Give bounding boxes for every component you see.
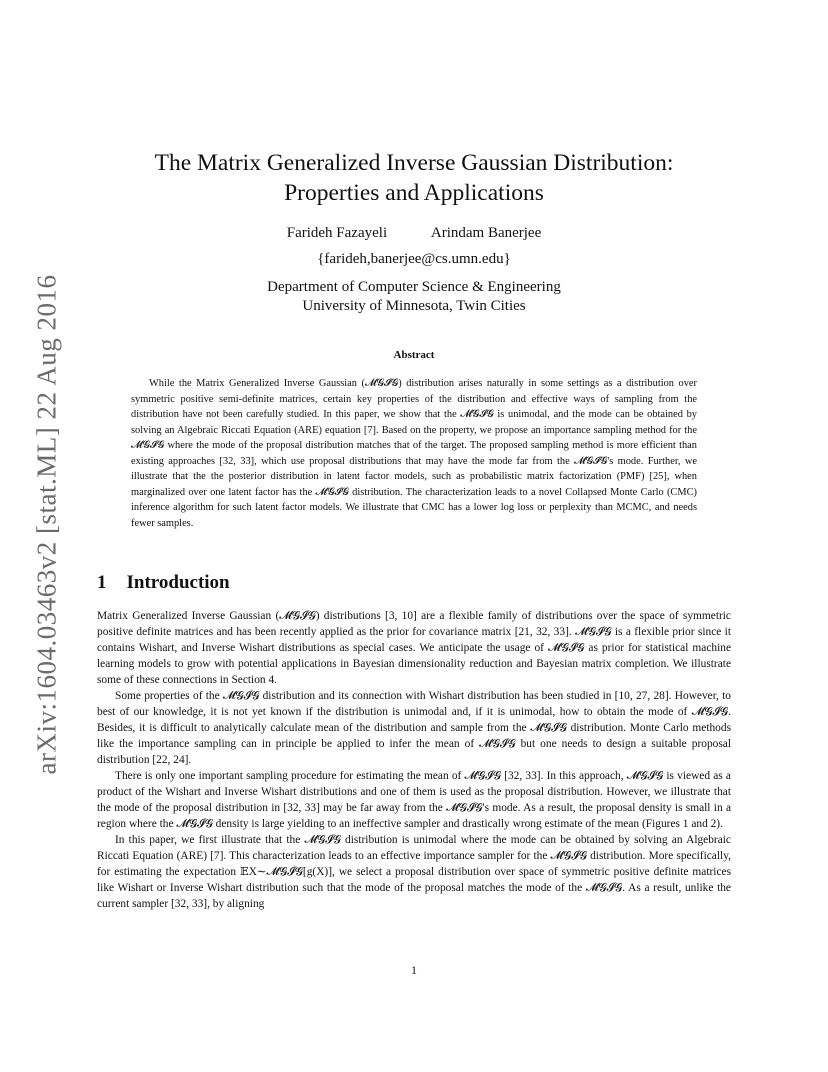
author-email: {farideh,banerjee@cs.umn.edu} (317, 251, 511, 267)
body-paragraph: Some properties of the 𝓜𝓖𝓘𝓖 distribution and its connection with Wishart distribution has been studied in [10, 27, 28]. However, to best of our knowledge, it is not yet known if the distribution is unimodal and, if it is unimodal, how to obtain the mode of 𝓜𝓖𝓘𝓖. Besides, it is difficult to analytically calculate mean of the distribution and sample from the 𝓜𝓖𝓘𝓖 distribution. Monte Carlo methods like the importance sampling can in principle be applied to infer the mean of 𝓜𝓖𝓘𝓖 but one needs to design a suitable proposal distribution [22, 24]. (97, 690, 731, 766)
abstract-heading: Abstract (393, 349, 435, 361)
body-paragraph: Matrix Generalized Inverse Gaussian (𝓜𝓖𝓘𝓖) distributions [3, 10] are a flexible family of distributions over the space of symmetric positive definite matrices and has been recently applied as the prior for covariance matrix [21, 32, 33]. 𝓜𝓖𝓘𝓖 is a flexible prior since it contains Wishart, and Inverse Wishart distributions as special cases. We anticipate the usage of 𝓜𝓖𝓘𝓖 as prior for statistical machine learning models to grow with potential applications in Bayesian dimensionality reduction and Bayesian matrix completion. We illustrate some of these connections in Section 4. (97, 610, 731, 686)
affiliation-line-2: University of Minnesota, Twin Cities (302, 298, 526, 314)
section-number: 1 (97, 572, 107, 593)
body-paragraph: In this paper, we first illustrate that the 𝓜𝓖𝓘𝓖 distribution is unimodal where the mode can be obtained by solving an Algebraic Riccati Equation (ARE) [7]. This characterization leads to an effective importance sampler for the 𝓜𝓖𝓘𝓖 distribution. More specifically, for estimating the expectation 𝔼X∼𝓜𝓖𝓘𝓖[g(X)], we select a proposal distribution over space of symmetric positive definite matrices like Wishart or Inverse Wishart distribution such that the mode of the proposal matches the mode of the 𝓜𝓖𝓘𝓖. As a result, unlike the current sampler [32, 33], by aligning (97, 834, 731, 910)
title-line-2: Properties and Applications (284, 180, 544, 206)
author-name: Farideh Fazayeli (286, 225, 388, 241)
title-line-1: The Matrix Generalized Inverse Gaussian Distribution: (154, 150, 674, 176)
author-list (0, 225, 828, 242)
page-number: 1 (411, 963, 417, 977)
author-name: Arindam Banerjee (430, 225, 542, 241)
abstract-text: While the Matrix Generalized Inverse Gaussian (𝓜𝓖𝓘𝓖) distribution arises naturally in some settings as a distribution over symmetric positive semi-definite matrices, certain key properties of the distribution and effective ways of sampling from the distribution have not been carefully studied. In this paper, we show that the 𝓜𝓖𝓘𝓖 is unimodal, and the mode can be obtained by solving an Algebraic Riccati Equation (ARE) equation [7]. Based on the property, we propose an importance sampling method for the 𝓜𝓖𝓘𝓖 where the mode of the proposal distribution matches that of the target. The proposed sampling method is more efficient than existing approaches [32, 33], which use proposal distributions that may have the mode far from the 𝓜𝓖𝓘𝓖's mode. Further, we illustrate that the the posterior distribution in latent factor models, such as probabilistic matrix factorization (PMF) [25], when marginalized over one latent factor has the 𝓜𝓖𝓘𝓖 distribution. The characterization leads to a novel Collapsed Monte Carlo (CMC) inference algorithm for such latent factor models. We illustrate that CMC has a lower log loss or perplexity than MCMC, and needs fewer samples. (131, 378, 697, 529)
body-paragraph: There is only one important sampling procedure for estimating the mean of 𝓜𝓖𝓘𝓖 [32, 33]. In this approach, 𝓜𝓖𝓘𝓖 is viewed as a product of the Wishart and Inverse Wishart distributions and one of them is used as the proposal distribution. However, we illustrate that the mode of the proposal distribution in [32, 33] may be far away from the 𝓜𝓖𝓘𝓖's mode. As a result, the proposal density is small in a region where the 𝓜𝓖𝓘𝓖 density is large yielding to an ineffective sampler and drastically wrong estimate of the mean (Figures 1 and 2). (97, 770, 731, 830)
arxiv-identifier-text: arXiv:1604.03463v2 [stat.ML] 22 Aug 2016 (31, 274, 62, 774)
section-body (97, 608, 731, 912)
affiliation-line-1: Department of Computer Science & Engineering (267, 279, 561, 295)
affiliation (0, 278, 828, 316)
paper-title (0, 148, 828, 208)
section-heading (97, 572, 230, 594)
section-title: Introduction (126, 572, 230, 593)
